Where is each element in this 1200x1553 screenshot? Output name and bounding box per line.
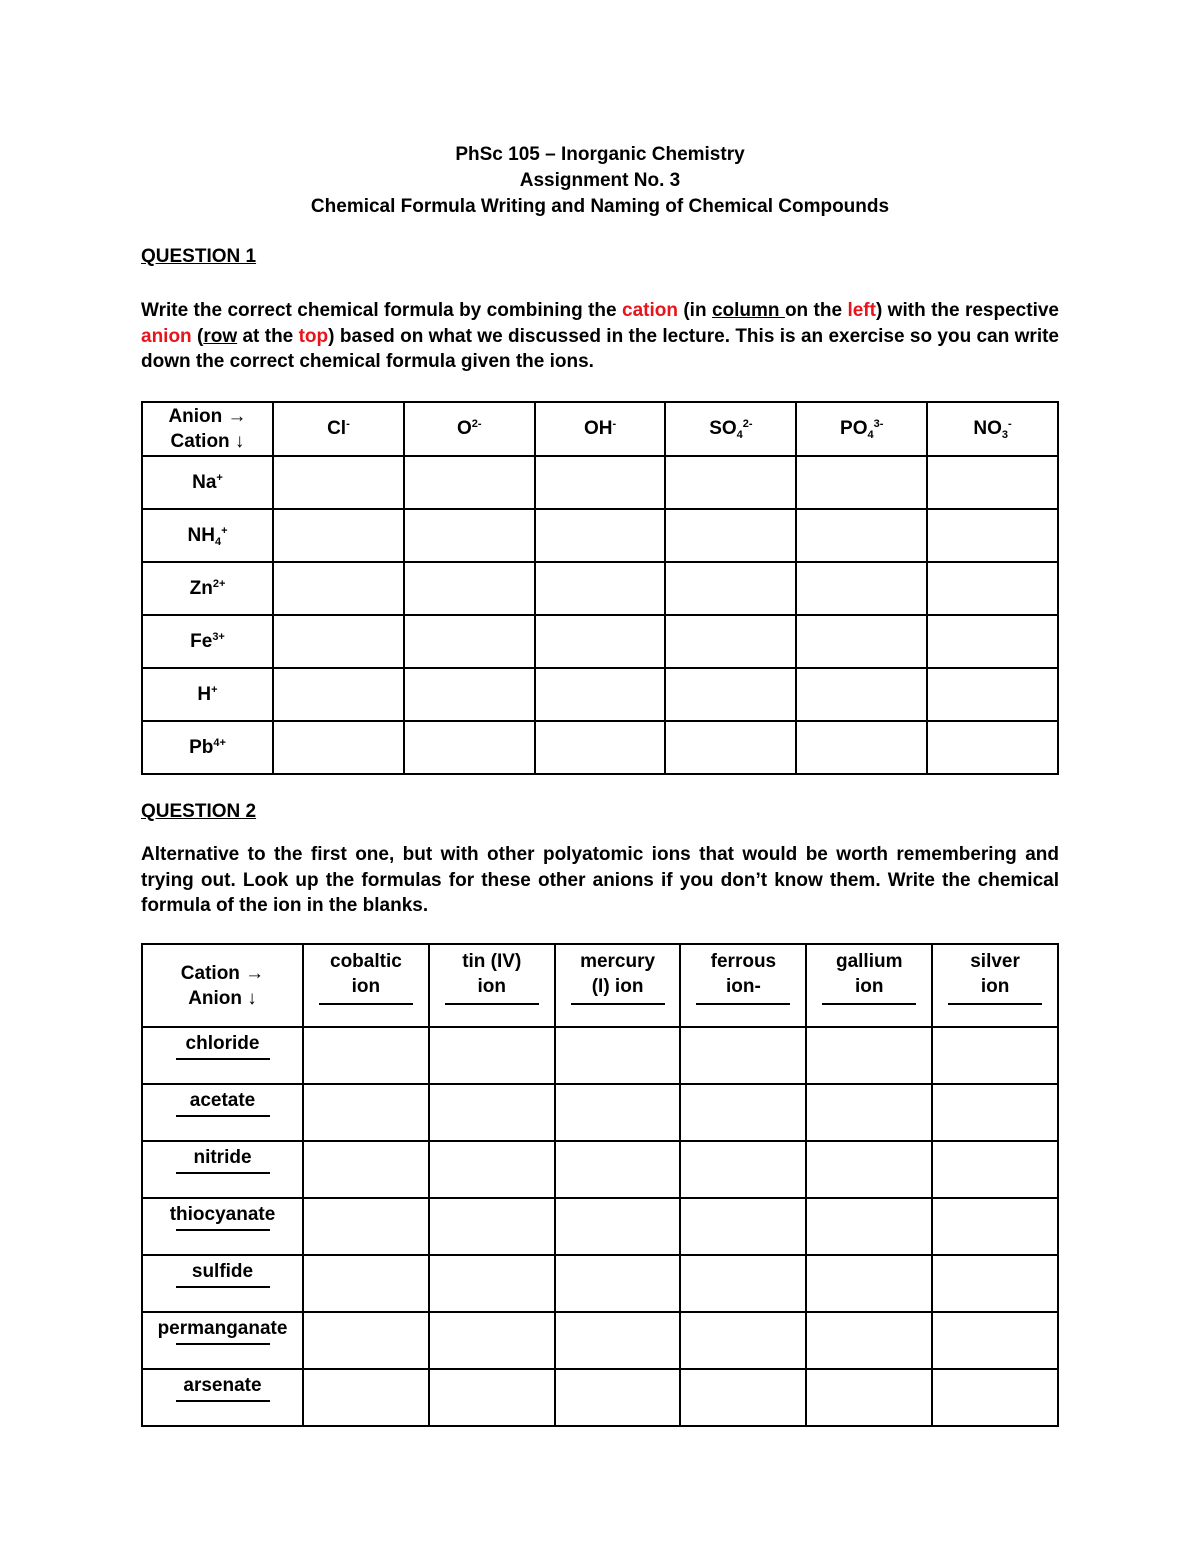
formula-answer-cell[interactable] (555, 1369, 681, 1426)
cation-label-0 (142, 456, 273, 509)
anion-name: arsenate (183, 1375, 262, 1396)
formula-blank[interactable] (176, 1115, 270, 1117)
assignment-number: Assignment No. 3 (519, 170, 681, 191)
formula-answer-cell[interactable] (404, 721, 535, 774)
formula-answer-cell[interactable] (535, 562, 666, 615)
formula-answer-cell[interactable] (273, 721, 404, 774)
anion-label-6 (142, 1369, 303, 1426)
ion-charge: 4+ (213, 736, 226, 749)
formula-answer-cell[interactable] (429, 1369, 555, 1426)
formula-blank[interactable] (822, 1003, 916, 1005)
table-row (142, 668, 1058, 721)
formula-answer-cell[interactable] (555, 1027, 681, 1084)
anion-name: nitride (193, 1147, 252, 1168)
table-row (142, 1198, 1058, 1255)
formula-answer-cell[interactable] (680, 1084, 806, 1141)
anion-header-0 (273, 402, 404, 456)
formula-answer-cell[interactable] (932, 1141, 1058, 1198)
formula-answer-cell[interactable] (680, 1255, 806, 1312)
cation-name-line1: mercury (580, 951, 656, 972)
formula-blank[interactable] (176, 1172, 270, 1174)
formula-blank[interactable] (176, 1058, 270, 1060)
formula-answer-cell[interactable] (932, 1084, 1058, 1141)
ion-symbol: Cl (327, 418, 347, 439)
formula-answer-cell[interactable] (303, 1255, 429, 1312)
left-highlight: left (847, 300, 876, 321)
formula-answer-cell[interactable] (796, 668, 927, 721)
cation-name-line2: ion- (725, 976, 761, 997)
formula-answer-cell[interactable] (665, 456, 796, 509)
anion-label-1 (142, 1084, 303, 1141)
table-row (142, 1141, 1058, 1198)
formula-answer-cell[interactable] (680, 1312, 806, 1369)
ion-charge: 3+ (212, 630, 225, 643)
anion-label-3 (142, 1198, 303, 1255)
ion-subscript: 4 (736, 429, 743, 441)
formula-answer-cell[interactable] (429, 1198, 555, 1255)
formula-answer-cell[interactable] (665, 721, 796, 774)
question-2-instructions: Alternative to the first one, but with other polyatomic ions that would be worth remembering and trying out. Look up the formulas for these other anions if you don’t know them. Write the chemical formula of the ion in the blanks. (141, 844, 1059, 916)
formula-answer-cell[interactable] (404, 615, 535, 668)
formula-answer-cell[interactable] (927, 615, 1058, 668)
ion-charge: + (211, 683, 218, 696)
cation-name-line1: cobaltic (330, 951, 402, 972)
ion-symbol: NO (973, 418, 1002, 439)
formula-answer-cell[interactable] (273, 509, 404, 562)
ion-charge: 2- (471, 418, 482, 430)
cation-name-line1: silver (970, 951, 1020, 972)
formula-blank[interactable] (176, 1343, 270, 1345)
column-underline: column (711, 300, 785, 321)
cation-label-1 (142, 509, 273, 562)
ion-charge: - (1008, 418, 1012, 430)
cation-label-5 (142, 721, 273, 774)
table-row (142, 1255, 1058, 1312)
cation-name-line2: (I) ion (591, 976, 644, 997)
course-title: PhSc 105 – Inorganic Chemistry (455, 144, 745, 165)
formula-answer-cell[interactable] (429, 1027, 555, 1084)
formula-answer-cell[interactable] (665, 615, 796, 668)
ion-symbol: SO (709, 418, 737, 439)
ion-symbol: O (456, 418, 472, 439)
formula-answer-cell[interactable] (555, 1312, 681, 1369)
table-row (142, 1084, 1058, 1141)
formula-answer-cell[interactable] (932, 1198, 1058, 1255)
formula-blank[interactable] (571, 1003, 665, 1005)
cation-name-line2: ion (980, 976, 1010, 997)
anion-name: acetate (189, 1090, 256, 1111)
formula-answer-cell[interactable] (404, 456, 535, 509)
formula-blank[interactable] (948, 1003, 1042, 1005)
formula-answer-cell[interactable] (927, 509, 1058, 562)
anion-highlight: anion (141, 325, 192, 347)
row-underline: row (203, 325, 238, 347)
formula-answer-cell[interactable] (932, 1255, 1058, 1312)
formula-answer-cell[interactable] (273, 668, 404, 721)
table-row (142, 1312, 1058, 1369)
table-row (142, 1369, 1058, 1426)
ion-symbol: Na (192, 471, 217, 493)
formula-answer-cell[interactable] (806, 1255, 932, 1312)
formula-answer-cell[interactable] (680, 1141, 806, 1198)
anion-label-2 (142, 1141, 303, 1198)
ion-charge: 3- (873, 418, 884, 430)
question-1-label: QUESTION 1 (141, 246, 257, 267)
table-row (142, 721, 1058, 774)
formula-answer-cell[interactable] (535, 721, 666, 774)
formula-answer-cell[interactable] (806, 1084, 932, 1141)
cation-name-line2: ion (351, 976, 381, 997)
cation-header-4 (806, 944, 932, 1027)
formula-answer-cell[interactable] (927, 562, 1058, 615)
formula-answer-cell[interactable] (806, 1369, 932, 1426)
formula-answer-cell[interactable] (927, 456, 1058, 509)
formula-answer-cell[interactable] (273, 456, 404, 509)
ion-charge: + (221, 524, 228, 537)
formula-answer-cell[interactable] (932, 1312, 1058, 1369)
formula-answer-cell[interactable] (535, 509, 666, 562)
anion-header-5 (927, 402, 1058, 456)
anion-label-5 (142, 1312, 303, 1369)
table-row (142, 615, 1058, 668)
formula-answer-cell[interactable] (796, 562, 927, 615)
formula-answer-cell[interactable] (806, 1312, 932, 1369)
formula-answer-cell[interactable] (404, 509, 535, 562)
ion-symbol: Zn (189, 577, 213, 599)
cation-name-line2: ion (477, 976, 506, 997)
table-row (142, 456, 1058, 509)
cation-highlight: cation (622, 300, 678, 321)
anion-header-2 (535, 402, 666, 456)
formula-blank[interactable] (176, 1229, 270, 1231)
ion-charge: 2+ (212, 577, 226, 590)
ion-symbol: PO (840, 418, 868, 439)
formula-answer-cell[interactable] (665, 668, 796, 721)
formula-answer-cell[interactable] (535, 668, 666, 721)
formula-answer-cell[interactable] (932, 1369, 1058, 1426)
ion-symbol: Fe (190, 630, 213, 652)
formula-answer-cell[interactable] (806, 1198, 932, 1255)
anion-name: thiocyanate (169, 1204, 276, 1225)
table-row (142, 509, 1058, 562)
formula-blank[interactable] (445, 1003, 539, 1005)
formula-answer-cell[interactable] (273, 562, 404, 615)
formula-answer-cell[interactable] (429, 1312, 555, 1369)
formula-blank[interactable] (696, 1003, 790, 1005)
ion-charge: - (346, 418, 350, 430)
cation-label-4 (142, 668, 273, 721)
cation-header-3 (680, 944, 806, 1027)
question-2-table (141, 943, 1059, 1427)
ion-symbol: OH (583, 418, 613, 439)
ion-symbol: NH (187, 524, 215, 546)
formula-answer-cell[interactable] (404, 562, 535, 615)
table-row (142, 1027, 1058, 1084)
formula-answer-cell[interactable] (680, 1369, 806, 1426)
formula-answer-cell[interactable] (927, 668, 1058, 721)
formula-answer-cell[interactable] (555, 1255, 681, 1312)
cation-name-line1: tin (IV) (462, 951, 522, 972)
formula-answer-cell[interactable] (796, 721, 927, 774)
formula-answer-cell[interactable] (680, 1198, 806, 1255)
formula-answer-cell[interactable] (796, 456, 927, 509)
formula-answer-cell[interactable] (429, 1084, 555, 1141)
formula-answer-cell[interactable] (303, 1198, 429, 1255)
formula-answer-cell[interactable] (303, 1369, 429, 1426)
formula-blank[interactable] (176, 1400, 270, 1402)
top-highlight: top (298, 325, 329, 347)
formula-answer-cell[interactable] (535, 456, 666, 509)
cation-header-1 (429, 944, 555, 1027)
anion-name: permanganate (157, 1318, 288, 1339)
anion-header-3 (665, 402, 796, 456)
cation-label-2 (142, 562, 273, 615)
formula-answer-cell[interactable] (555, 1084, 681, 1141)
formula-answer-cell[interactable] (806, 1027, 932, 1084)
formula-answer-cell[interactable] (535, 615, 666, 668)
formula-blank[interactable] (319, 1003, 413, 1005)
ion-charge: + (216, 471, 223, 484)
ion-subscript: 4 (214, 535, 222, 548)
formula-answer-cell[interactable] (806, 1141, 932, 1198)
formula-answer-cell[interactable] (429, 1255, 555, 1312)
anion-header-4 (796, 402, 927, 456)
ion-charge: 2- (742, 418, 753, 430)
question-2-label: QUESTION 2 (141, 801, 257, 822)
formula-answer-cell[interactable] (303, 1084, 429, 1141)
cation-header-5 (932, 944, 1058, 1027)
anion-label-0 (142, 1027, 303, 1084)
question-1-instructions: Write the correct chemical formula by combining the cation (in column on the left) with the respective anion (row at the top) based on what we discussed in the lecture. This is an exercise so you can write down the correct chemical formula given the ions. (141, 300, 1059, 372)
anion-name: sulfide (191, 1261, 254, 1282)
formula-answer-cell[interactable] (665, 509, 796, 562)
assignment-title: Chemical Formula Writing and Naming of Chemical Compounds (310, 196, 890, 217)
anion-name: chloride (185, 1033, 260, 1054)
ion-subscript: 3 (1001, 429, 1009, 441)
formula-answer-cell[interactable] (303, 1027, 429, 1084)
formula-answer-cell[interactable] (555, 1141, 681, 1198)
document-header (0, 142, 1200, 220)
cation-label-3 (142, 615, 273, 668)
cation-name-line2: ion (854, 976, 884, 997)
table-row (142, 562, 1058, 615)
anion-header-1 (404, 402, 535, 456)
table-header-row (142, 944, 1058, 1027)
cation-header-0 (303, 944, 429, 1027)
cation-name-line1: gallium (835, 951, 903, 972)
cation-header-2 (555, 944, 681, 1027)
formula-answer-cell[interactable] (303, 1141, 429, 1198)
formula-blank[interactable] (176, 1286, 270, 1288)
formula-answer-cell[interactable] (273, 615, 404, 668)
ion-charge: - (612, 418, 617, 430)
anion-label-4 (142, 1255, 303, 1312)
formula-answer-cell[interactable] (555, 1198, 681, 1255)
cation-name-line1: ferrous (710, 951, 777, 972)
formula-answer-cell[interactable] (404, 668, 535, 721)
formula-answer-cell[interactable] (796, 615, 927, 668)
question-1-table (141, 401, 1059, 775)
formula-answer-cell[interactable] (796, 509, 927, 562)
formula-answer-cell[interactable] (927, 721, 1058, 774)
corner-cell: Cation → Anion ↓ (142, 944, 303, 1027)
corner-cell: Anion → Cation ↓ (142, 402, 273, 456)
ion-subscript: 4 (867, 429, 874, 441)
formula-answer-cell[interactable] (429, 1141, 555, 1198)
table-header-row (142, 402, 1058, 456)
formula-answer-cell[interactable] (665, 562, 796, 615)
formula-answer-cell[interactable] (303, 1312, 429, 1369)
ion-symbol: H (197, 683, 212, 705)
ion-symbol: Pb (189, 736, 214, 758)
formula-answer-cell[interactable] (680, 1027, 806, 1084)
formula-answer-cell[interactable] (932, 1027, 1058, 1084)
